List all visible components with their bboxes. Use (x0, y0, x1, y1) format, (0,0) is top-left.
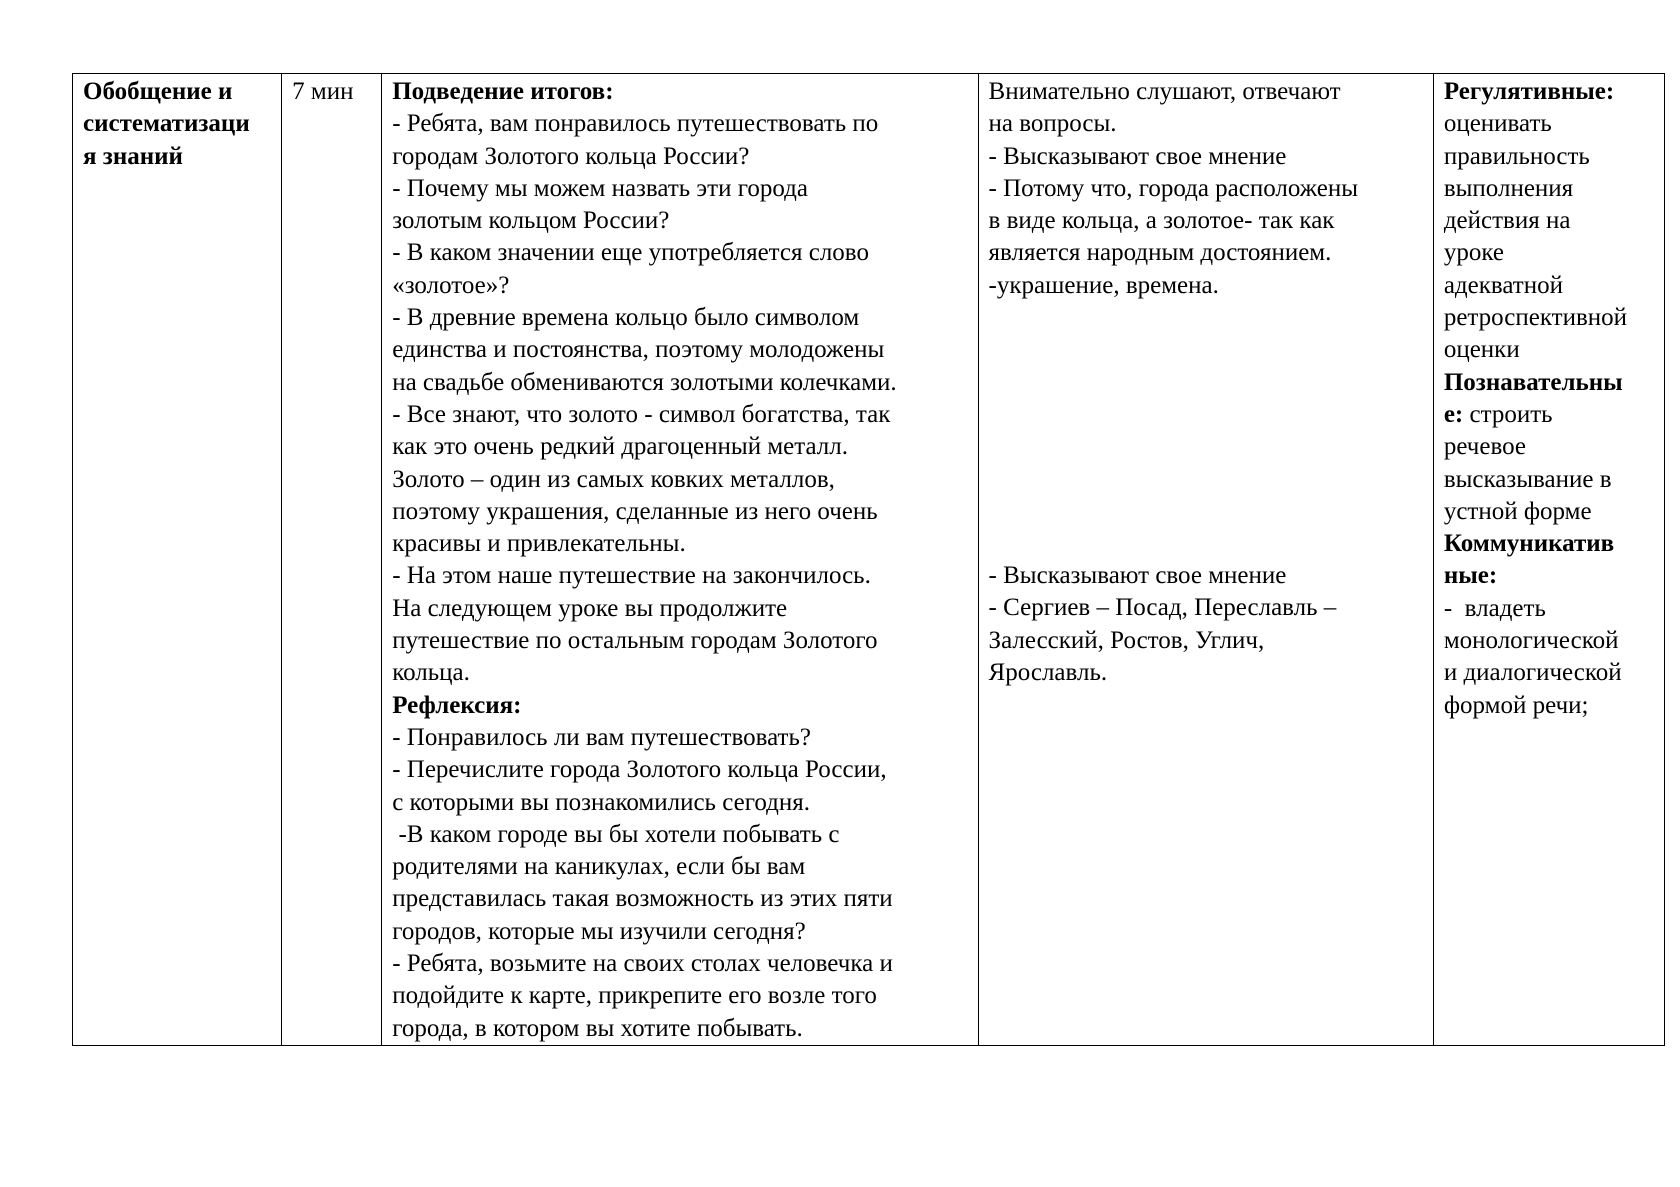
text-line: действия на (1443, 207, 1571, 235)
text-line: родителями на каникулах, если бы вам (392, 853, 806, 881)
cognitive-title-end: е: (1443, 400, 1464, 428)
text-line: - владеть (1443, 594, 1546, 622)
text-line: городам Золотого кольца России? (392, 142, 750, 170)
student-lines-reflection (989, 560, 1424, 689)
text-line: - В каком значении еще употребляется слово (392, 239, 869, 267)
text-line: - Все знают, что золото - символ богатства, так (392, 400, 891, 428)
text-line: монологической (1443, 627, 1619, 655)
text-line: - Почему мы можем назвать эти города (392, 174, 808, 202)
text-line: в виде кольца, а золотое- так как (988, 207, 1335, 235)
text-line: выполнения (1443, 174, 1574, 202)
text-line: Ярославль. (988, 658, 1108, 686)
communicative-title-end: ные: (1443, 562, 1498, 590)
stage-line: систематизаци (83, 110, 250, 138)
text-line: представилась такая возможность из этих пяти (392, 885, 893, 913)
cognitive-text: строить (1463, 400, 1553, 428)
text-line: города, в котором вы хотите побывать. (392, 1014, 803, 1042)
text-line: - В древние времена кольцо было символом (392, 304, 860, 332)
text-line: золотым кольцом России? (392, 207, 670, 235)
student-lines-summary (989, 76, 1424, 302)
student-activity-cell (978, 74, 1433, 1046)
stage-cell (73, 74, 282, 1046)
teacher-lines-summary (392, 108, 968, 689)
cognitive-title-cont (1444, 399, 1655, 431)
text-line: -В каком городе вы бы хотели побывать с (392, 820, 840, 848)
text-line: единства и постоянства, поэтому молодожены (392, 336, 885, 364)
time-cell (282, 74, 382, 1046)
teacher-activity-cell (382, 74, 978, 1046)
uud-cell (1433, 74, 1664, 1046)
text-line: формой речи; (1443, 691, 1589, 719)
text-line: - На этом наше путешествие на закончилось. (392, 562, 871, 590)
cognitive-lines (1444, 431, 1655, 528)
text-line: - Понравилось ли вам путешествовать? (392, 723, 811, 751)
text-line: - Перечислите города Золотого кольца России, (392, 756, 887, 784)
text-line: путешествие по остальным городам Золотого (392, 627, 878, 655)
text-line: - Ребята, вам понравилось путешествовать по (392, 110, 879, 138)
text-line: адекватной (1443, 271, 1563, 299)
text-line: -украшение, времена. (988, 271, 1219, 299)
lesson-table (72, 73, 1665, 1046)
text-line: городов, которые мы изучили сегодня? (392, 917, 806, 945)
text-line: красивы и привлекательны. (392, 530, 686, 558)
text-line: - Ребята, возьмите на своих столах человечка и (392, 950, 893, 978)
regulatory-lines (1444, 108, 1655, 366)
text-line: на свадьбе обмениваются золотыми колечками. (392, 368, 897, 396)
text-line: Золото – один из самых ковких металлов, (392, 465, 835, 493)
text-line: - Высказывают свое мнение (988, 562, 1287, 590)
text-line: - Сергиев – Посад, Переславль – (988, 594, 1337, 622)
teacher-lines-reflection (392, 722, 968, 1045)
text-line: оценки (1443, 336, 1520, 364)
text-line: и диалогической (1443, 659, 1622, 687)
text-line: Залесский, Ростов, Углич, (988, 626, 1265, 654)
table-row (73, 74, 1665, 1046)
text-line: «золотое»? (392, 271, 510, 299)
text-line: как это очень редкий драгоценный металл. (392, 433, 848, 461)
text-line: поэтому украшения, сделанные из него очень (392, 497, 878, 525)
communicative-title: Коммуникатив (1443, 530, 1615, 558)
summary-heading: Подведение итогов: (392, 78, 614, 105)
text-line: - Потому что, города расположены (988, 174, 1358, 202)
regulatory-title: Регулятивные: (1443, 78, 1615, 105)
cognitive-title: Познавательны (1443, 368, 1623, 396)
text-line: на вопросы. (988, 110, 1117, 138)
communicative-lines (1444, 593, 1655, 722)
text-line: На следующем уроке вы продолжите (392, 594, 788, 622)
time-text: 7 мин (292, 78, 354, 105)
text-line: высказывание в (1443, 465, 1612, 493)
stage-line: Обобщение и (83, 78, 233, 105)
text-line: речевое (1443, 433, 1527, 461)
text-line: кольца. (392, 659, 470, 687)
text-line: оценивать (1443, 110, 1552, 138)
text-line: уроке (1443, 239, 1504, 267)
text-line: Внимательно слушают, отвечают (988, 78, 1341, 105)
stage-line: я знаний (83, 142, 183, 170)
text-line: подойдите к карте, прикрепите его возле того (392, 982, 877, 1010)
text-line: - Высказывают свое мнение (988, 142, 1287, 170)
spacer (989, 302, 1424, 560)
text-line: с которыми вы познакомились сегодня. (392, 788, 810, 816)
text-line: является народным достоянием. (988, 239, 1332, 267)
text-line: устной форме (1443, 497, 1592, 525)
text-line: ретроспективной (1443, 304, 1628, 332)
text-line: правильность (1443, 142, 1590, 170)
reflection-heading: Рефлексия: (392, 691, 522, 719)
